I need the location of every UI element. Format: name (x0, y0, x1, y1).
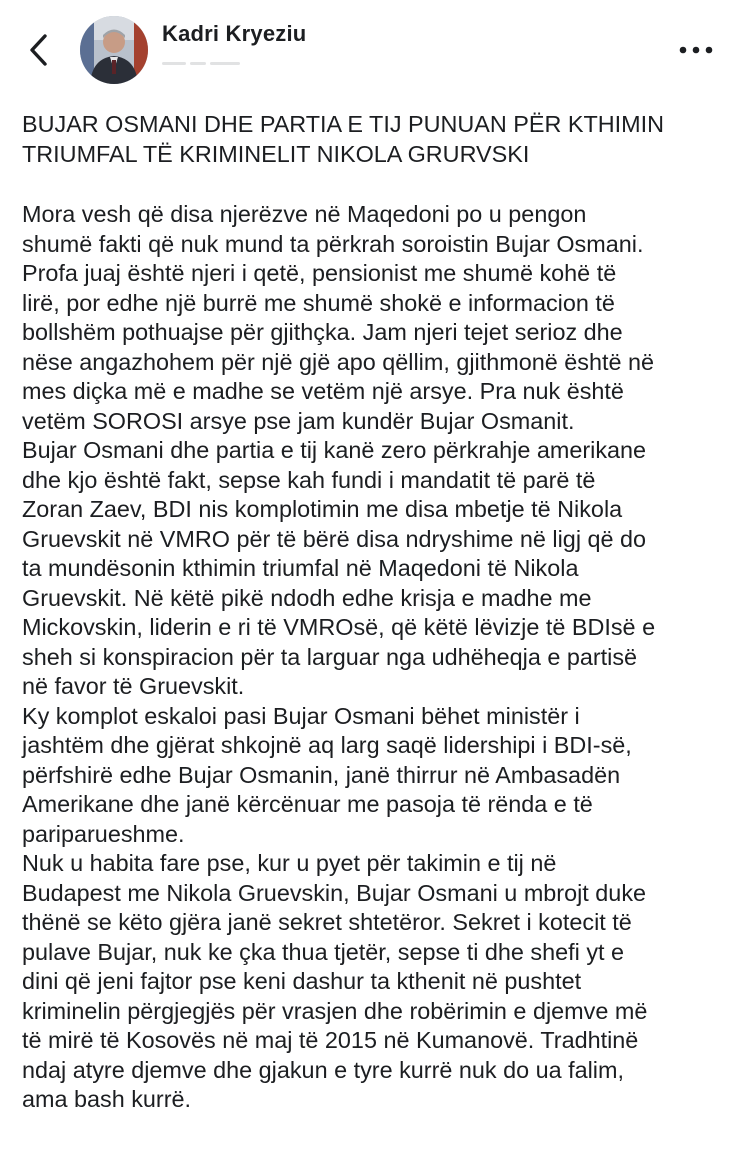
post-meta-placeholder (162, 58, 252, 68)
more-options-button[interactable] (672, 36, 720, 64)
post-body (22, 110, 722, 1115)
post-title: BUJAR OSMANI DHE PARTIA E TIJ PUNUAN PËR KTHIMIN TRIUMFAL TË KRIMINELIT NIKOLA GRURVSKI (22, 111, 665, 167)
more-horizontal-icon (678, 45, 714, 55)
back-button[interactable] (22, 30, 56, 70)
author-avatar[interactable] (80, 16, 148, 84)
avatar-photo (80, 16, 148, 84)
post-header (0, 0, 735, 98)
author-name[interactable]: Kadri Kryeziu (162, 21, 307, 46)
post-text: Mora vesh që disa njerëzve në Maqedoni po u pengon shumë fakti që nuk mund ta përkrah soroistin Bujar Osmani. Profa juaj është njeri i qetë, pensionist me shumë kohë të lirë, por edhe një burrë me shumë shokë e informacion të bollshëm pothuajse për gjithçka. Jam njeri tejet serioz dhe nëse angazhohem për një gjë apo qëllim, gjithmonë është në mes diçka më e madhe se vetëm një arsye. Pra nuk është vetëm SOROSI arsye pse jam kundër Bujar Osmanit. Bujar Osmani dhe partia e tij kanë zero përkrahje amerikane dhe kjo është fakt, sepse kah fundi i mandatit të parë të Zoran Zaev, BDI nis komplotimin me disa mbetje të Nikola Gruevskit në VMRO për të bërë disa ndryshime në ligj që do ta mundësonin kthimin triumfal në Maqedoni të Nikola Gruevskit. Në këtë pikë ndodh edhe krisja e madhe me Mickovskin, liderin e ri të VMROsë, që këtë lëvizje të BDIsë e sheh si konspiracion për ta larguar nga udhëheqja e partisë në favor të Gruevskit. Ky komplot eskaloi pasi Bujar Osmani bëhet ministër i jashtëm dhe gjërat shkojnë aq larg saqë lidershipi i BDI-së, përfshirë edhe Bujar Osmanin, janë thirrur në Ambasadën Amerikane dhe janë kërcënuar me pasoja të rënda e të pariparueshme. Nuk u habita fare pse, kur u pyet për takimin e tij në Budapest me Nikola Gruevskin, Bujar Osmani u mbrojt duke thënë se këto gjëra janë sekret shtetëror. Sekret i kotecit të pulave Bujar, nuk ke çka thua tjetër, sepse ti dhe shefi yt e dini që jeni fajtor pse keni dashur ta kthenit në pushtet kriminelin përgjegjës për vrasjen dhe robërimin e djemve më të mirë të Kosovës në maj të 2015 në Kumanovë. Tradhtinë ndaj atyre djemve dhe gjakun e tyre kurrë nuk do ua falim, ama bash kurrë. (22, 201, 656, 1112)
chevron-left-icon (28, 33, 50, 67)
